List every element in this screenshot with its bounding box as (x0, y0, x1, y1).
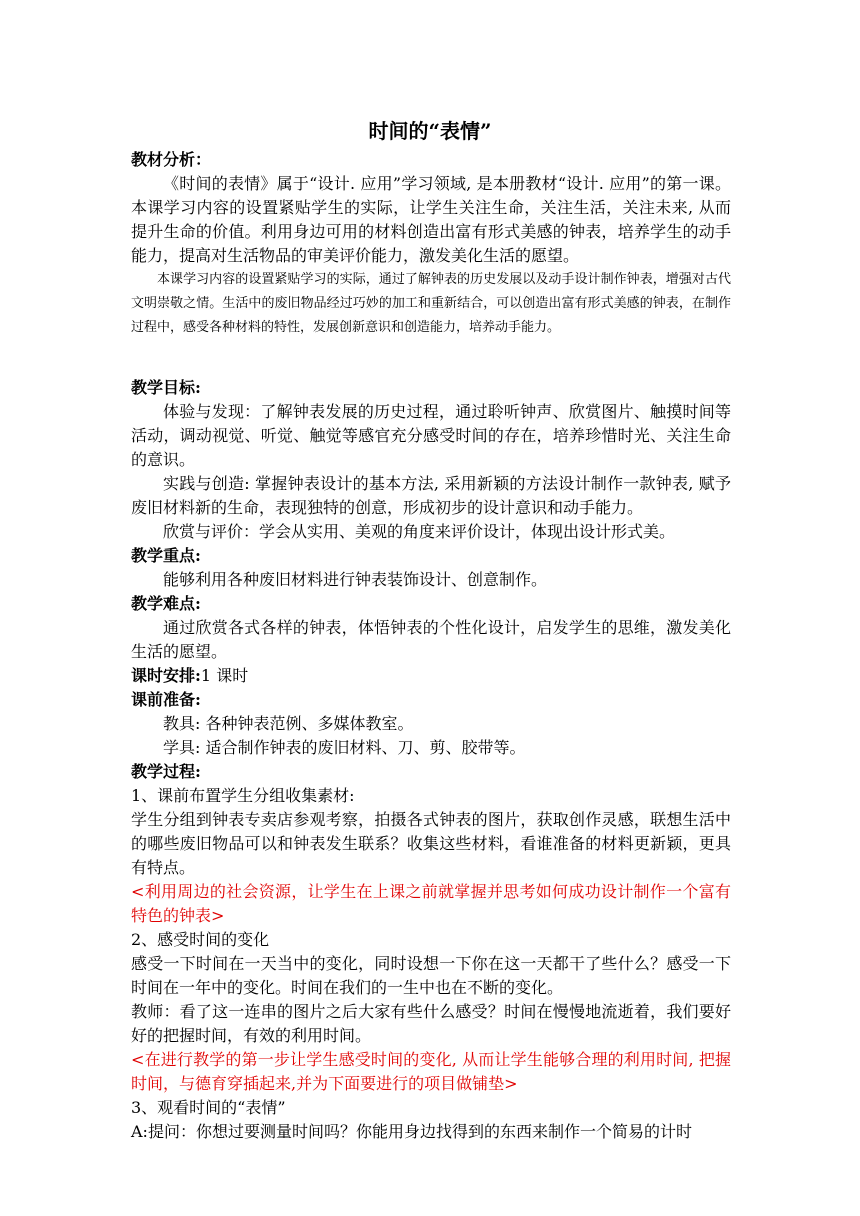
step1-text: 学生分组到钟表专卖店参观考察，拍摄各式钟表的图片，获取创作灵感，联想生活中的哪些废旧物品可以和钟表发生联系？收集这些材料，看谁准备的材料更新颖，更具有特点。 (131, 810, 731, 877)
difficult-text: 通过欣赏各式各样的钟表，体悟钟表的个性化设计，启发学生的思维，激发美化生活的愿望。 (131, 618, 731, 661)
goal-practice: 实践与创造: 掌握钟表设计的基本方法, 采用新颖的方法设计制作一款钟表, 赋予废旧材料新的生命，表现独特的创意，形成初步的设计意识和动手能力。 (131, 474, 731, 517)
difficult-heading: 教学难点: (131, 594, 201, 613)
step3-title: 3、观看时间的“表情” (131, 1098, 286, 1117)
goal-appreciation: 欣赏与评价：学会从实用、美观的角度来评价设计，体现出设计形式美。 (163, 522, 676, 541)
key-text: 能够利用各种废旧材料进行钟表装饰设计、创意制作。 (163, 570, 548, 589)
analysis-heading: 教材分析： (131, 150, 212, 169)
process-heading: 教学过程: (131, 762, 201, 781)
goals-section (131, 376, 731, 1144)
schedule-line (131, 664, 731, 688)
prep-student: 学具: 适合制作钟表的废旧材料、刀、剪、胶带等。 (163, 738, 526, 757)
prep-teacher: 教具: 各种钟表范例、多媒体教室。 (163, 714, 414, 733)
step3-text: A:提问：你想过要测量时间吗？你能用身边找得到的东西来制作一个简易的计时 (131, 1122, 692, 1141)
key-heading: 教学重点: (131, 546, 201, 565)
step1-title: 1、课前布置学生分组收集素材: (131, 786, 355, 805)
analysis-section (131, 148, 731, 268)
step2-teacher: 教师：看了这一连串的图片之后大家有些什么感受？时间在慢慢地流逝着，我们要好好的把握时间，有效的利用时间。 (131, 1002, 731, 1045)
prep-heading: 课前准备: (131, 690, 201, 709)
page-title: 时间的“表情” (368, 119, 492, 143)
analysis-paragraph-2: 本课学习内容的设置紧贴学习的实际，通过了解钟表的历史发展以及动手设计制作钟表，增强对古代文明崇敬之情。生活中的废旧物品经过巧妙的加工和重新结合，可以创造出富有形式美感的钟表，在制作过程中，感受各种材料的特性，发展创新意识和创造能力，培养动手能力。 (131, 272, 731, 335)
step2-note: <在进行教学的第一步让学生感受时间的变化, 从而让学生能够合理的利用时间, 把握时间，与德育穿插起来,并为下面要进行的项目做铺垫> (131, 1050, 731, 1093)
analysis-paragraph-1: 《时间的表情》属于“设计. 应用”学习领域, 是本册教材“设计. 应用”的第一课。本课学习内容的设置紧贴学生的实际，让学生关注生命，关注生活，关注未来, 从而提升生命的价值。利用身边可用的材料创造出富有形式美感的钟表，培养学生的动手能力，提高对生活物品的审美评价能力，激发美化生活的愿望。 (131, 174, 731, 265)
schedule-value: 1 课时 (200, 666, 249, 685)
step1-note: <利用周边的社会资源，让学生在上课之前就掌握并思考如何成功设计制作一个富有特色的钟表> (131, 882, 731, 925)
analysis-note-section (131, 268, 731, 340)
schedule-label: 课时安排: (131, 666, 201, 685)
step2-text: 感受一下时间在一天当中的变化，同时设想一下你在这一天都干了些什么？感受一下时间在一年中的变化。时间在我们的一生中也在不断的变化。 (131, 954, 731, 997)
step2-title: 2、感受时间的变化 (131, 930, 270, 949)
goal-experience: 体验与发现：了解钟表发展的历史过程，通过聆听钟声、欣赏图片、触摸时间等活动，调动视觉、听觉、触觉等感官充分感受时间的存在，培养珍惜时光、关注生命的意识。 (131, 402, 731, 469)
goals-heading: 教学目标: (131, 378, 201, 397)
